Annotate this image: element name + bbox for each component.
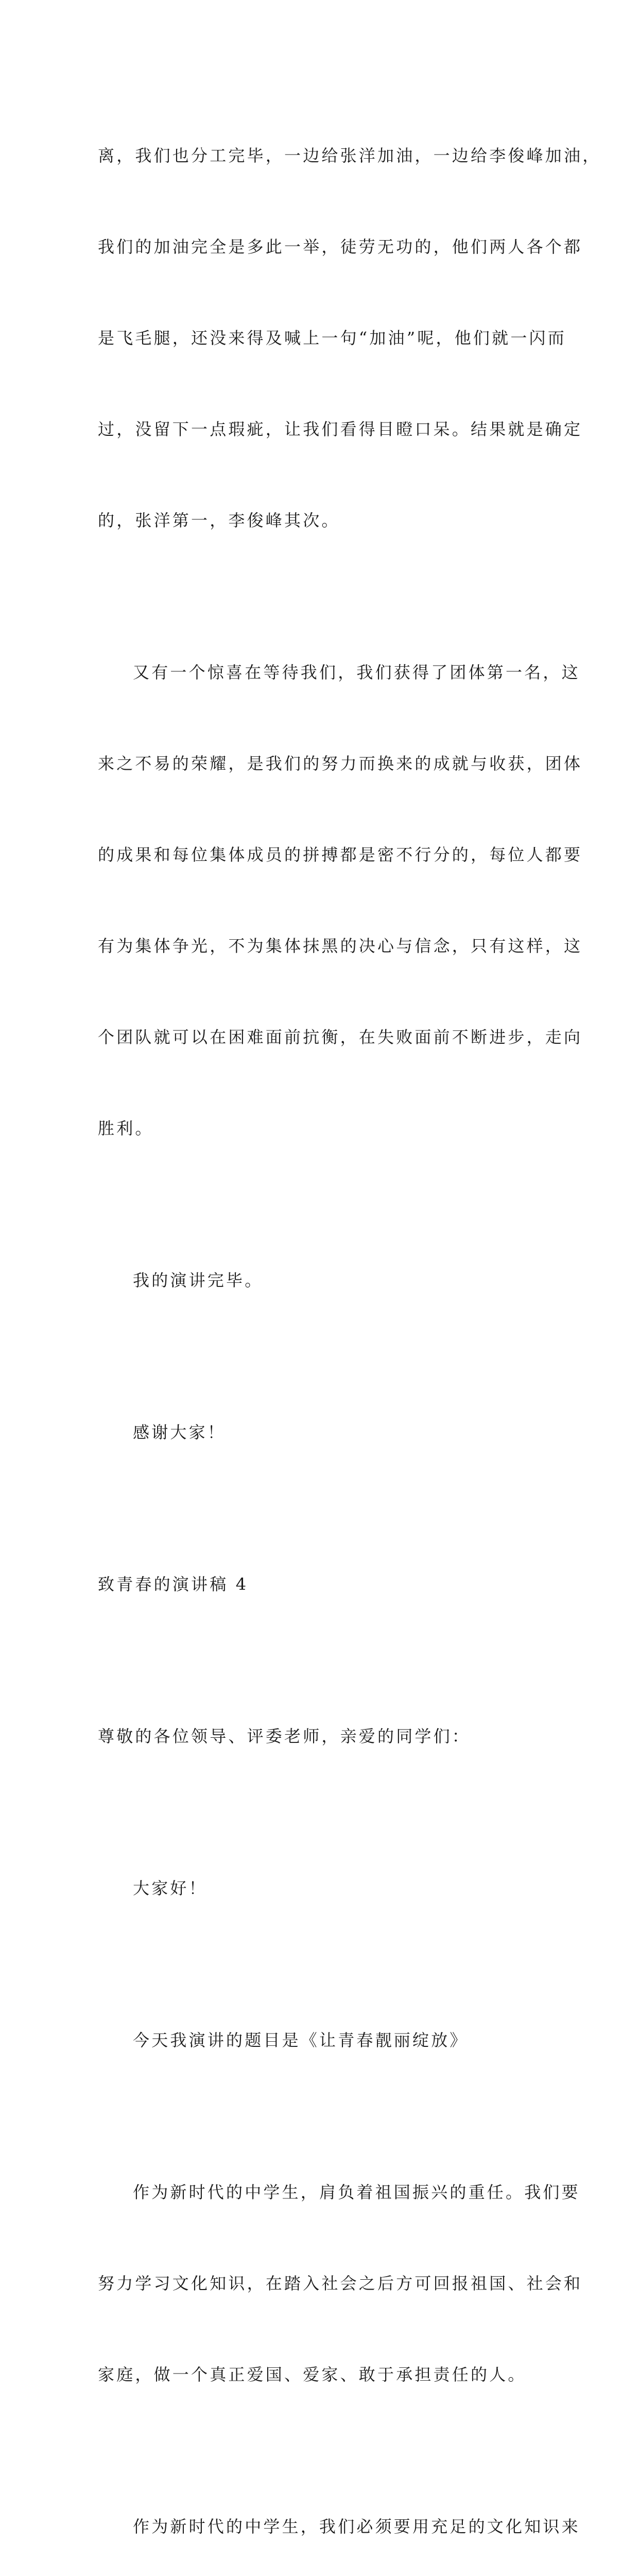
text-line: 有为集体争光，不为集体抹黑的决心与信念，只有这样，这 (98, 936, 583, 956)
text-line: 胜利。 (98, 1118, 154, 1138)
paragraph-2 (98, 597, 583, 1205)
text-line: 作为新时代的中学生，我们必须要用充足的文化知识来 (133, 2517, 580, 2536)
text-line: 尊敬的各位领导、评委老师，亲爱的同学们： (98, 1726, 471, 1746)
text-line: 来之不易的荣耀，是我们的努力而换来的成就与收获，团体 (98, 754, 583, 773)
text-line: 我的演讲完毕。 (133, 1270, 264, 1290)
text-line: 个团队就可以在困难面前抗衡，在失败面前不断进步，走向 (98, 1027, 583, 1047)
salutation (98, 1660, 541, 1812)
text-line: 离，我们也分工完毕，一边给张洋加油，一边给李俊峰加油， (98, 146, 601, 165)
greeting (98, 1812, 541, 1964)
text-line: 大家好！ (133, 1878, 208, 1898)
paragraph-closing (98, 1205, 541, 1357)
text-line: 作为新时代的中学生，肩负着祖国振兴的重任。我们要 (133, 2182, 580, 2202)
document-body (98, 80, 601, 2576)
section-title (98, 1509, 541, 1660)
text-line: 的成果和每位集体成员的拼搏都是密不行分的，每位人都要 (98, 845, 583, 865)
paragraph-1 (98, 80, 601, 597)
text-line: 今天我演讲的题目是《让青春靓丽绽放》 (133, 2030, 469, 2050)
section-heading: 致青春的演讲稿 4 (98, 1574, 249, 1594)
text-line: 感谢大家！ (133, 1422, 227, 1442)
text-line: 是飞毛腿，还没来得及喊上一句“加油”呢，他们就一闪而 (98, 328, 566, 348)
text-line: 努力学习文化知识，在踏入社会之后方可回报祖国、社会和 (98, 2274, 583, 2293)
text-line: 家庭，做一个真正爱国、爱家、敢于承担责任的人。 (98, 2365, 527, 2384)
paragraph-4 (98, 2451, 580, 2576)
speech-topic (98, 1964, 541, 2116)
text-line: 过，没留下一点瑕疵，让我们看得目瞪口呆。结果就是确定 (98, 419, 583, 439)
text-line: 又有一个惊喜在等待我们，我们获得了团体第一名，这 (133, 663, 580, 682)
text-line: 的，张洋第一，李俊峰其次。 (98, 511, 340, 530)
text-line: 我们的加油完全是多此一举，徒劳无功的，他们两人各个都 (98, 237, 583, 257)
paragraph-3 (98, 2116, 583, 2451)
paragraph-thanks (98, 1357, 541, 1509)
